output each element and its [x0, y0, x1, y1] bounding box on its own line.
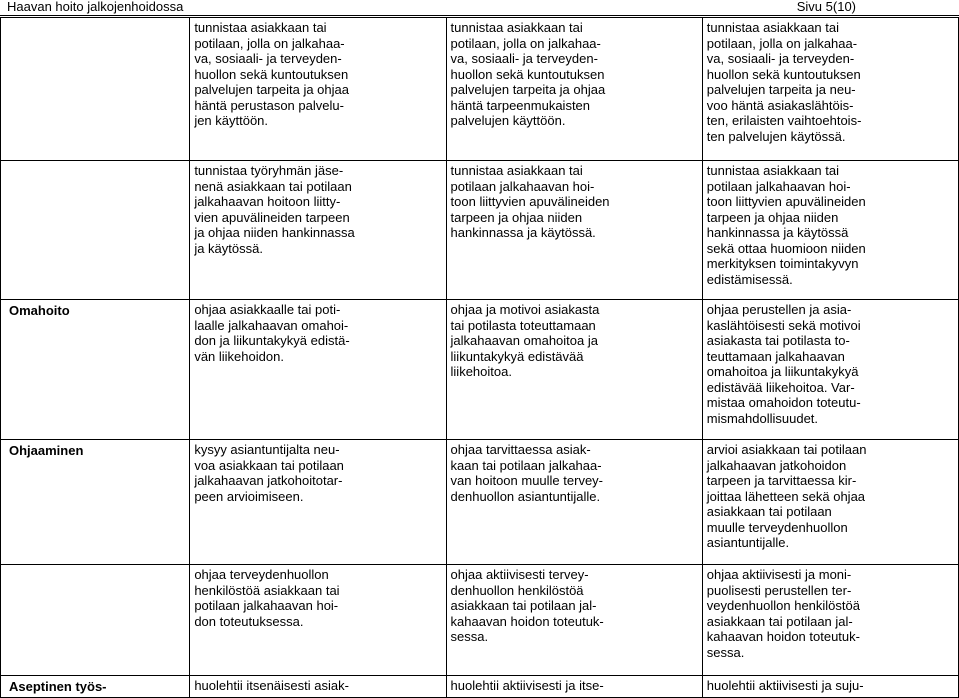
level-1-cell: kysyy asiantuntijalta neu- voa asiakkaan tai potilaan jalkahaavan jatkohoitotar- peen arvioimiseen. [190, 440, 446, 565]
level-3-cell: ohjaa perustellen ja asia- kaslähtöisesti sekä motivoi asiakasta tai potilasta to- teuttamaan jalkahaavan omahoitoa ja liikuntakykyä edistävää liikehoitoa. Var- mistaa omahoidon toteutu- mismahdollisuudet. [702, 300, 958, 440]
level-2-cell: huolehtii aktiivisesti ja itse- [446, 676, 702, 698]
level-1-cell: ohjaa terveydenhuollon henkilöstöä asiakkaan tai potilaan jalkahaavan hoi- don toteutuksessa. [190, 565, 446, 676]
row-label: Omahoito [1, 300, 190, 440]
level-3-cell: tunnistaa asiakkaan tai potilaan, jolla on jalkahaa- va, sosiaali- ja terveyden- huollon sekä kuntoutuksen palvelujen tarpeita ja neu- voo häntä asiakaslähtöis- ten, erilaisten vaihtoehtois- ten palvelujen käytössä. [702, 18, 958, 161]
level-1-cell: huolehtii itsenäisesti asiak- [190, 676, 446, 698]
table-row [1, 676, 959, 698]
table-row [1, 300, 959, 440]
row-label: Aseptinen työs- [1, 676, 190, 698]
level-2-cell: ohjaa ja motivoi asiakasta tai potilasta toteuttamaan jalkahaavan omahoitoa ja liikuntakykyä edistävää liikehoitoa. [446, 300, 702, 440]
row-label [1, 565, 190, 676]
level-3-cell: huolehtii aktiivisesti ja suju- [702, 676, 958, 698]
row-label [1, 18, 190, 161]
level-1-cell: ohjaa asiakkaalle tai poti- laalle jalkahaavan omahoi- don ja liikuntakykyä edistä- vän liikehoidon. [190, 300, 446, 440]
level-2-cell: tunnistaa asiakkaan tai potilaan, jolla on jalkahaa- va, sosiaali- ja terveyden- huollon sekä kuntoutuksen palvelujen tarpeita ja ohjaa häntä tarpeenmukaisten palvelujen käyttöön. [446, 18, 702, 161]
table-row [1, 18, 959, 161]
document-title: Haavan hoito jalkojenhoidossa [7, 0, 184, 14]
page-number: Sivu 5(10) [796, 0, 856, 14]
page-header [0, 0, 959, 16]
level-1-cell: tunnistaa työryhmän jäse- nenä asiakkaan tai potilaan jalkahaavan hoitoon liitty- vien apuvälineiden tarpeen ja ohjaa niiden hankinnassa ja käytössä. [190, 161, 446, 300]
table-row [1, 440, 959, 565]
level-3-cell: arvioi asiakkaan tai potilaan jalkahaavan jatkohoidon tarpeen ja tarvittaessa kir- joittaa lähetteen sekä ohjaa asiakkaan tai potilaan muulle terveydenhuollon asiantuntijalle. [702, 440, 958, 565]
row-label: Ohjaaminen [1, 440, 190, 565]
competency-table [0, 17, 959, 698]
table-row [1, 565, 959, 676]
level-2-cell: ohjaa aktiivisesti tervey- denhuollon henkilöstöä asiakkaan tai potilaan jal- kahaavan hoidon toteutuk- sessa. [446, 565, 702, 676]
level-2-cell: tunnistaa asiakkaan tai potilaan jalkahaavan hoi- toon liittyvien apuvälineiden tarpeen ja ohjaa niiden hankinnassa ja käytössä. [446, 161, 702, 300]
table-row [1, 161, 959, 300]
level-3-cell: ohjaa aktiivisesti ja moni- puolisesti perustellen ter- veydenhuollon henkilöstöä asiakkaan tai potilaan jal- kahaavan hoidon toteutuk- sessa. [702, 565, 958, 676]
level-3-cell: tunnistaa asiakkaan tai potilaan jalkahaavan hoi- toon liittyvien apuvälineiden tarpeen ja ohjaa niiden hankinnassa ja käytössä sekä ottaa huomioon niiden merkityksen toimintakyvyn edistämisessä. [702, 161, 958, 300]
level-2-cell: ohjaa tarvittaessa asiak- kaan tai potilaan jalkahaa- van hoitoon muulle tervey- denhuollon asiantuntijalle. [446, 440, 702, 565]
row-label [1, 161, 190, 300]
level-1-cell: tunnistaa asiakkaan tai potilaan, jolla on jalkahaa- va, sosiaali- ja terveyden- huollon sekä kuntoutuksen palvelujen tarpeita ja ohjaa häntä perustason palvelu- jen käyttöön. [190, 18, 446, 161]
